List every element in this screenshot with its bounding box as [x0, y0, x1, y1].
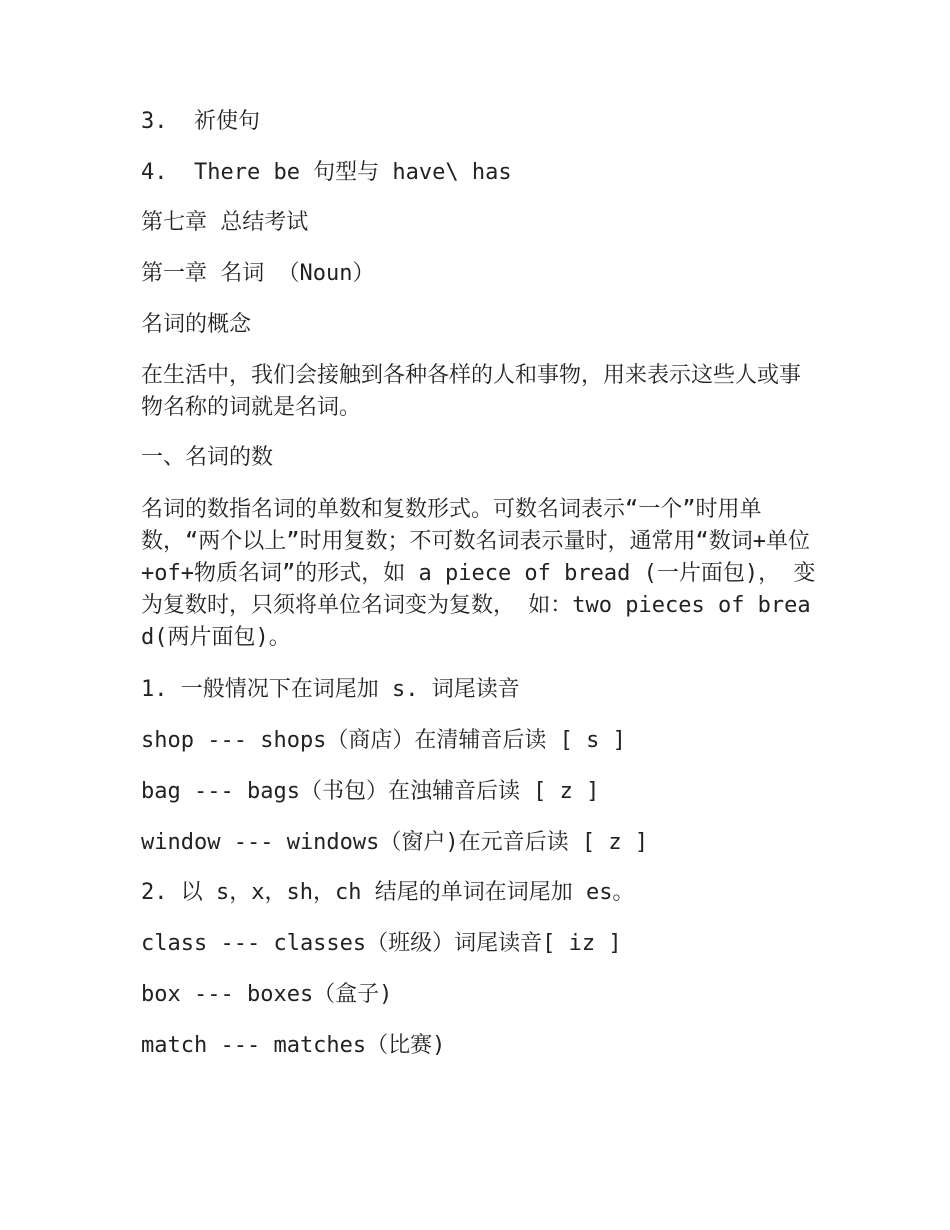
section-heading-noun-number: 一、名词的数 — [141, 445, 274, 470]
chapter-one-heading: 第一章 名词 （Noun） — [141, 261, 375, 286]
paragraph-noun-definition: 在生活中，我们会接触到各种各样的人和事物，用来表示这些人或事物名称的词就是名词。 — [141, 363, 802, 420]
example-shop: shop --- shops（商店）在清辅音后读 [ s ] — [141, 728, 626, 753]
section-heading-noun-concept: 名词的概念 — [141, 312, 252, 337]
example-box: box --- boxes（盒子) — [141, 982, 393, 1007]
list-item-imperative: 3. 祈使句 — [141, 109, 260, 134]
rule-one-heading: 1. 一般情况下在词尾加 s. 词尾读音 — [141, 677, 520, 702]
example-class: class --- classes（班级）词尾读音[ iz ] — [141, 931, 622, 956]
chapter-seven-heading: 第七章 总结考试 — [141, 210, 309, 235]
example-bag: bag --- bags（书包）在浊辅音后读 [ z ] — [141, 779, 600, 804]
rule-two-heading: 2. 以 s，x，sh，ch 结尾的单词在词尾加 es。 — [141, 880, 635, 905]
example-window: window --- windows（窗户)在元音后读 [ z ] — [141, 830, 649, 855]
example-match: match --- matches（比赛) — [141, 1033, 446, 1058]
list-item-there-be: 4. There be 句型与 have\ has — [141, 160, 512, 185]
paragraph-noun-number: 名词的数指名词的单数和复数形式。可数名词表示“一个”时用单数，“两个以上”时用复数；不可数名词表示量时，通常用“数词+单位+of+物质名词”的形式，如 a piece of bread (一片面包)， 变为复数时，只须将单位名词变为复数， 如：two pieces of bread(两片面包)。 — [141, 497, 816, 650]
